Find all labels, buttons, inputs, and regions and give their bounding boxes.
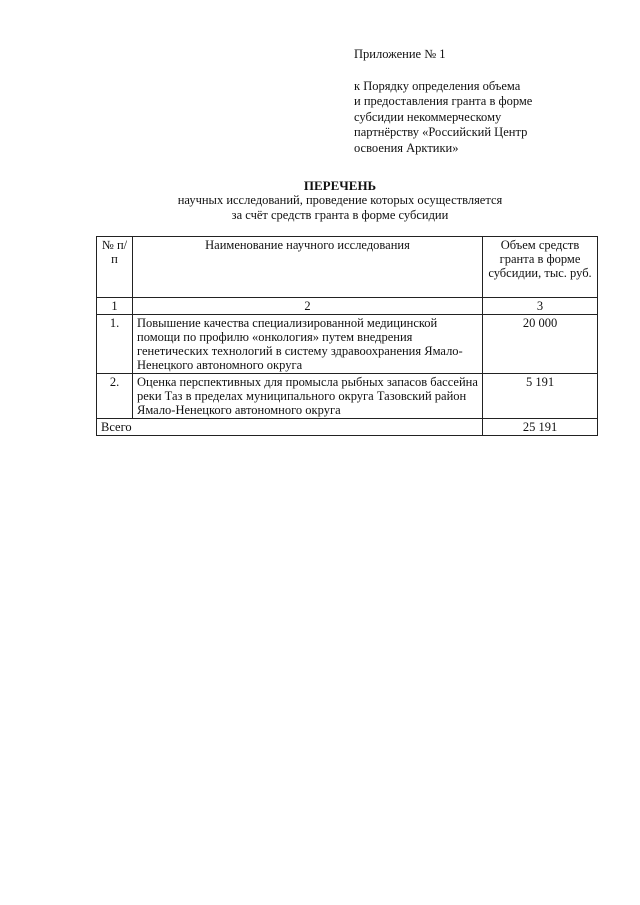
table-row — [97, 315, 598, 374]
appendix-line: освоения Арктики» — [354, 140, 459, 155]
index-cell: 1 — [97, 298, 133, 315]
appendix-line: и предоставления гранта в форме — [354, 94, 533, 108]
header-name: Наименование научного исследования — [133, 237, 483, 298]
row-num: 1. — [97, 315, 133, 374]
index-cell: 3 — [483, 298, 598, 315]
header-amount: Объем средств гранта в форме субсидии, тыс. руб. — [483, 237, 598, 298]
row-name: Оценка перспективных для промысла рыбных запасов бассейна реки Таз в пределах муниципального округа Тазовский район Ямало-Ненецкого автономного округа — [133, 374, 483, 419]
table-index-row — [97, 298, 598, 315]
table-row — [97, 374, 598, 419]
appendix-line: к Порядку определения объема — [354, 78, 521, 93]
appendix-line: партнёрству «Российский Центр — [354, 125, 528, 139]
index-cell: 2 — [133, 298, 483, 315]
appendix-block — [354, 47, 604, 156]
research-table — [96, 236, 598, 436]
header-num: № п/п — [97, 237, 133, 298]
row-name: Повышение качества специализированной медицинской помощи по профилю «онкология» путем внедрения генетических технологий в систему здравоохранения Ямало-Ненецкого автономного округа — [133, 315, 483, 374]
table-total-row — [97, 419, 598, 436]
total-label: Всего — [97, 419, 483, 436]
document-title: ПЕРЕЧЕНЬ — [303, 178, 377, 193]
table-header-row — [97, 237, 598, 298]
document-heading — [80, 178, 600, 223]
row-num: 2. — [97, 374, 133, 419]
document-subtitle-line2: за счёт средств гранта в форме субсидии — [231, 208, 449, 222]
appendix-line: субсидии некоммерческому — [354, 109, 502, 124]
row-amount: 5 191 — [483, 374, 598, 419]
appendix-number: Приложение № 1 — [354, 47, 446, 61]
row-amount: 20 000 — [483, 315, 598, 374]
document-subtitle-line1: научных исследований, проведение которых осуществляется — [177, 193, 503, 207]
total-amount: 25 191 — [483, 419, 598, 436]
